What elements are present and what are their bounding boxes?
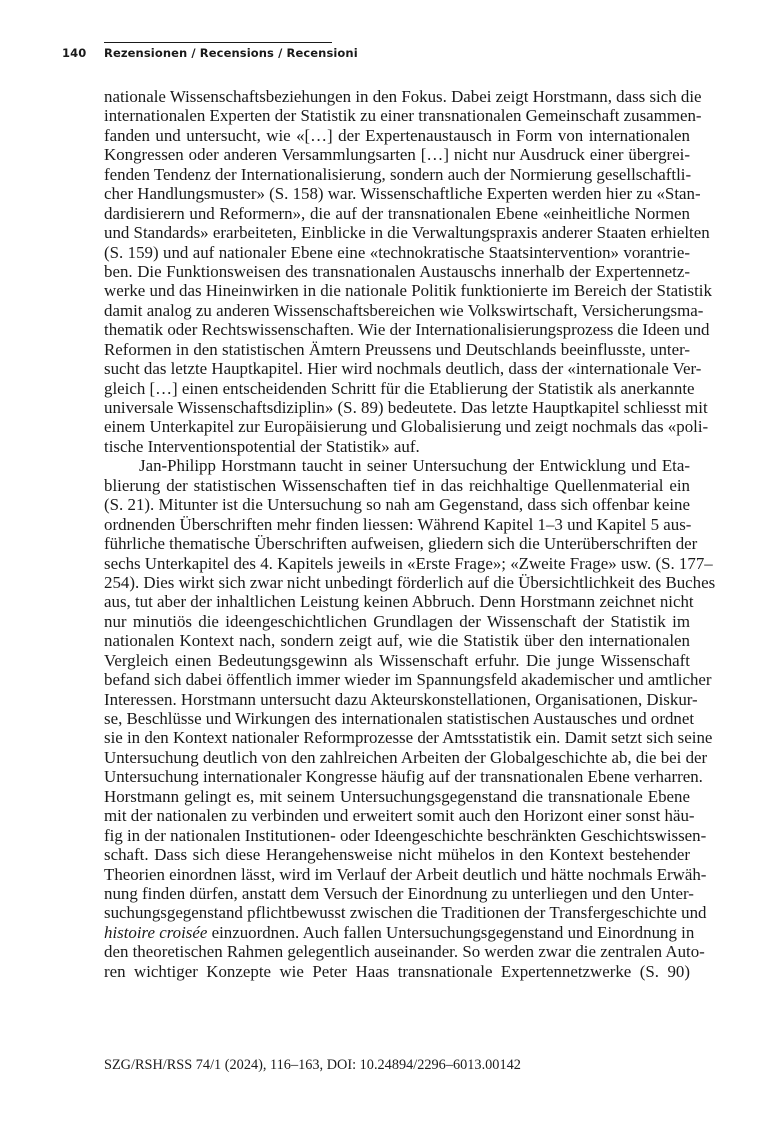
text-line: nung finden dürfen, anstatt dem Versuch der Einordnung zu unterliegen und den Unter-: [104, 883, 694, 903]
text-line: (S. 21). Mitunter ist die Untersuchung so nah am Gegenstand, dass sich offenbar keine: [104, 495, 690, 515]
paragraph-2: [104, 456, 716, 981]
text-line: ren wichtiger Konzepte wie Peter Haas transnationale Expertennetzwerke (S. 90): [104, 961, 690, 981]
text-line: Theorien einordnen lässt, wird im Verlauf der Arbeit deutlich und hätte nochmals Erwäh-: [104, 864, 707, 884]
text-line: ordnenden Überschriften mehr finden liessen: Während Kapitel 1–3 und Kapitel 5 aus-: [104, 514, 692, 534]
text-line: Kongressen oder anderen Versammlungsarten […] nicht nur Ausdruck einer übergrei-: [104, 145, 690, 165]
text-line: Horstmann gelingt es, mit seinem Untersuchungsgegenstand die transnationale Ebene: [104, 786, 690, 806]
paragraph-1: [104, 87, 712, 456]
text-line: sucht das letzte Hauptkapitel. Hier wird nochmals deutlich, dass der «internationale Ver-: [104, 359, 702, 379]
text-line: aus, tut aber der inhaltlichen Leistung keinen Abbruch. Denn Horstmann zeichnet nicht: [104, 592, 694, 612]
running-title: Rezensionen / Recensions / Recensioni: [104, 46, 358, 60]
text-line: cher Handlungsmuster» (S. 158) war. Wissenschaftliche Experten werden hier zu «Stan-: [104, 184, 701, 204]
text-line: internationalen Experten der Statistik zu einer transnationalen Gemeinschaft zusammen-: [104, 106, 702, 126]
text-line: nationalen Kontext nach, sondern zeigt auf, wie die Statistik über den internationalen: [104, 631, 690, 651]
text-line: Untersuchung internationaler Kongresse häufig auf der transnationalen Ebene verharren.: [104, 767, 703, 787]
text-line: Jan-Philipp Horstmann taucht in seiner Untersuchung der Entwicklung und Eta-: [139, 456, 690, 476]
text-line: Interessen. Horstmann untersucht dazu Akteurskonstellationen, Organisationen, Diskur-: [104, 689, 698, 709]
text-line: tische Interventionspotential der Statistik» auf.: [104, 436, 420, 456]
header-rule: [104, 42, 332, 43]
text-line: gleich […] einen entscheidenden Schritt für die Etablierung der Statistik als anerkannte: [104, 378, 695, 398]
text-line: (S. 159) und auf nationaler Ebene eine «technokratische Staatsintervention» vorantrie-: [104, 242, 690, 262]
text-line: befand sich dabei öffentlich immer wieder im Spannungsfeld akademischer und amtlicher: [104, 670, 712, 690]
text-line: thematik oder Rechtswissenschaften. Wie der Internationalisierungsprozess die Ideen und: [104, 320, 710, 340]
text-line: einem Unterkapitel zur Europäisierung und Globalisierung und zeigt nochmals das «poli-: [104, 417, 709, 437]
text-line: Vergleich einen Bedeutungsgewinn als Wissenschaft erfuhr. Die junge Wissenschaft: [104, 650, 690, 670]
text-line: sie in den Kontext nationaler Reformprozesse der Amtsstatistik ein. Damit setzt sich seine: [104, 728, 713, 748]
text-fragment: einzuordnen. Auch fallen Untersuchungsgegenstand und Einordnung in: [207, 922, 695, 942]
text-line: schaft. Dass sich diese Herangehensweise nicht mühelos in den Kontext bestehender: [104, 845, 690, 865]
text-line: blierung der statistischen Wissenschaften tief in das reichhaltige Quellenmaterial ein: [104, 475, 690, 495]
page-number: 140: [62, 46, 87, 60]
text-line: werke und das Hineinwirken in die nationale Politik funktionierte im Bereich der Statistik: [104, 281, 712, 301]
text-line-italic: [104, 922, 695, 942]
text-line: sechs Unterkapitel des 4. Kapitels jeweils in «Erste Frage»; «Zweite Frage» usw. (S. 177–: [104, 553, 713, 573]
text-line: nationale Wissenschaftsbeziehungen in den Fokus. Dabei zeigt Horstmann, dass sich die: [104, 87, 702, 106]
text-line: und Standards» erarbeiteten, Einblicke in die Verwaltungspraxis anderer Staaten erhielten: [104, 223, 710, 243]
text-line: Untersuchung deutlich von den zahlreichen Arbeiten der Globalgeschichte ab, die bei der: [104, 747, 708, 767]
text-line: dardisierern und Reformern», die auf der transnationalen Ebene «einheitliche Normen: [104, 203, 690, 223]
text-line: fenden Tendenz der Internationalisierung, sondern auch der Normierung gesellschaftli-: [104, 164, 692, 184]
text-line: universale Wissenschaftsdiziplin» (S. 89) bedeutete. Das letzte Hauptkapitel schliesst mit: [104, 398, 708, 417]
footer-citation: SZG/RSH/RSS 74/1 (2024), 116–163, DOI: 10.24894/2296–6013.00142: [104, 1057, 521, 1073]
review-body: [104, 87, 716, 981]
text-line: fanden und untersucht, wie «[…] der Expertenaustausch in Form von internationalen: [104, 125, 690, 145]
text-line: suchungsgegenstand pflichtbewusst zwischen die Traditionen der Transfergeschichte und: [104, 903, 707, 923]
text-line: den theoretischen Rahmen gelegentlich auseinander. So werden zwar die zentralen Auto-: [104, 942, 705, 962]
italic-term: histoire croisée: [104, 922, 208, 942]
text-line: Reformen in den statistischen Ämtern Preussens und Deutschlands beeinflusste, unter-: [104, 339, 690, 359]
text-line: ben. Die Funktionsweisen des transnationalen Austauschs innerhalb der Expertennetz-: [104, 261, 690, 281]
text-line: nur minutiös die ideengeschichtlichen Grundlagen der Wissenschaft der Statistik im: [104, 611, 690, 631]
text-line: 254). Dies wirkt sich zwar nicht unbedingt förderlich auf die Übersichtlichkeit des Buches: [104, 572, 716, 592]
running-header: [62, 46, 358, 60]
text-line: se, Beschlüsse und Wirkungen des internationalen statistischen Austausches und ordnet: [104, 709, 695, 728]
text-line: mit der nationalen zu verbinden und erweitert somit auch den Horizont einer sonst häu-: [104, 806, 695, 826]
text-line: damit analog zu anderen Wissenschaftsbereichen wie Volkswirtschaft, Versicherungsma-: [104, 300, 704, 320]
text-line: fig in der nationalen Institutionen- oder Ideengeschichte beschränkten Geschichtswissen-: [104, 825, 707, 845]
text-line: führliche thematische Überschriften aufweisen, gliedern sich die Unterüberschriften der: [104, 534, 698, 554]
